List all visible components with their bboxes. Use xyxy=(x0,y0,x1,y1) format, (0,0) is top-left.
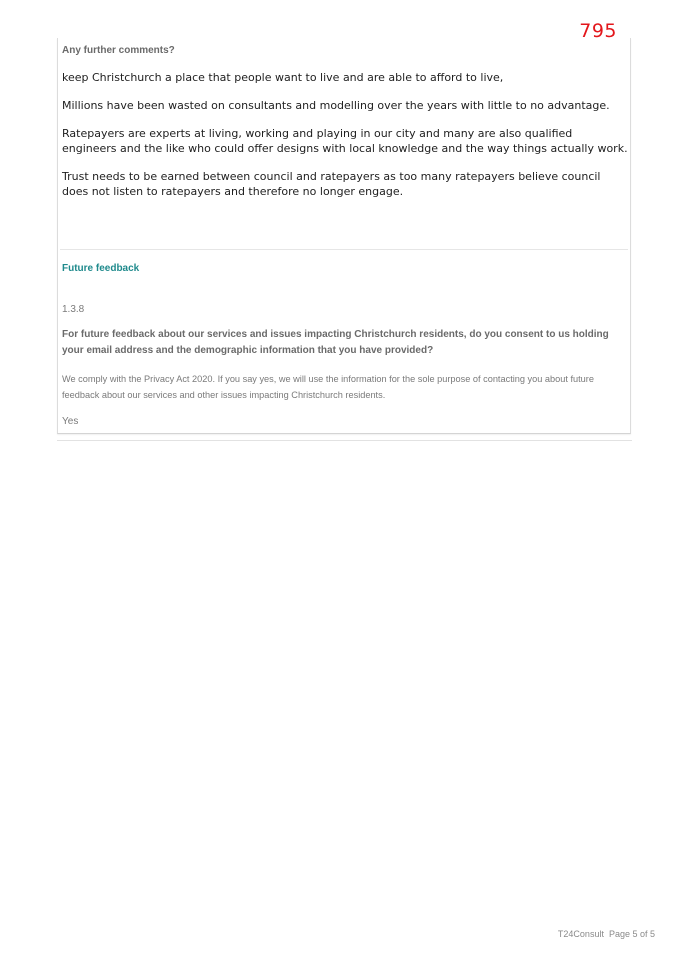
comment-paragraph: Trust needs to be earned between council and ratepayers as too many ratepayers believe council does not listen to ratepayers and therefore no longer engage. xyxy=(62,170,601,198)
page-footer xyxy=(558,929,655,939)
consent-answer: Yes xyxy=(62,416,79,427)
consent-question: For future feedback about our services and issues impacting Christchurch residents, do you consent to us holding your email address and the demographic information that you have provided? xyxy=(62,329,609,356)
page-number: 795 xyxy=(579,20,617,42)
footer-app-name: T24Consult xyxy=(557,929,604,939)
section-divider xyxy=(60,249,628,250)
privacy-note: We comply with the Privacy Act 2020. If you say yes, we will use the information for the sole purpose of contacting you about future feedback about our services and other issues impacting Christchurch residents. xyxy=(62,374,594,400)
question-number: 1.3.8 xyxy=(62,304,85,315)
section-title: Future feedback xyxy=(62,263,140,274)
comment-text xyxy=(62,70,628,212)
comment-paragraph: Millions have been wasted on consultants and modelling over the years with little to no advantage. xyxy=(62,99,610,112)
question-label: Any further comments? xyxy=(62,45,175,56)
footer-page-label: Page 5 of 5 xyxy=(608,929,655,939)
panel-underline xyxy=(57,440,632,441)
comment-paragraph: Ratepayers are experts at living, working and playing in our city and many are also qualified engineers and the like who could offer designs with local knowledge and the way things actually work. xyxy=(62,127,628,155)
comment-paragraph: keep Christchurch a place that people want to live and are able to afford to live, xyxy=(62,71,504,84)
